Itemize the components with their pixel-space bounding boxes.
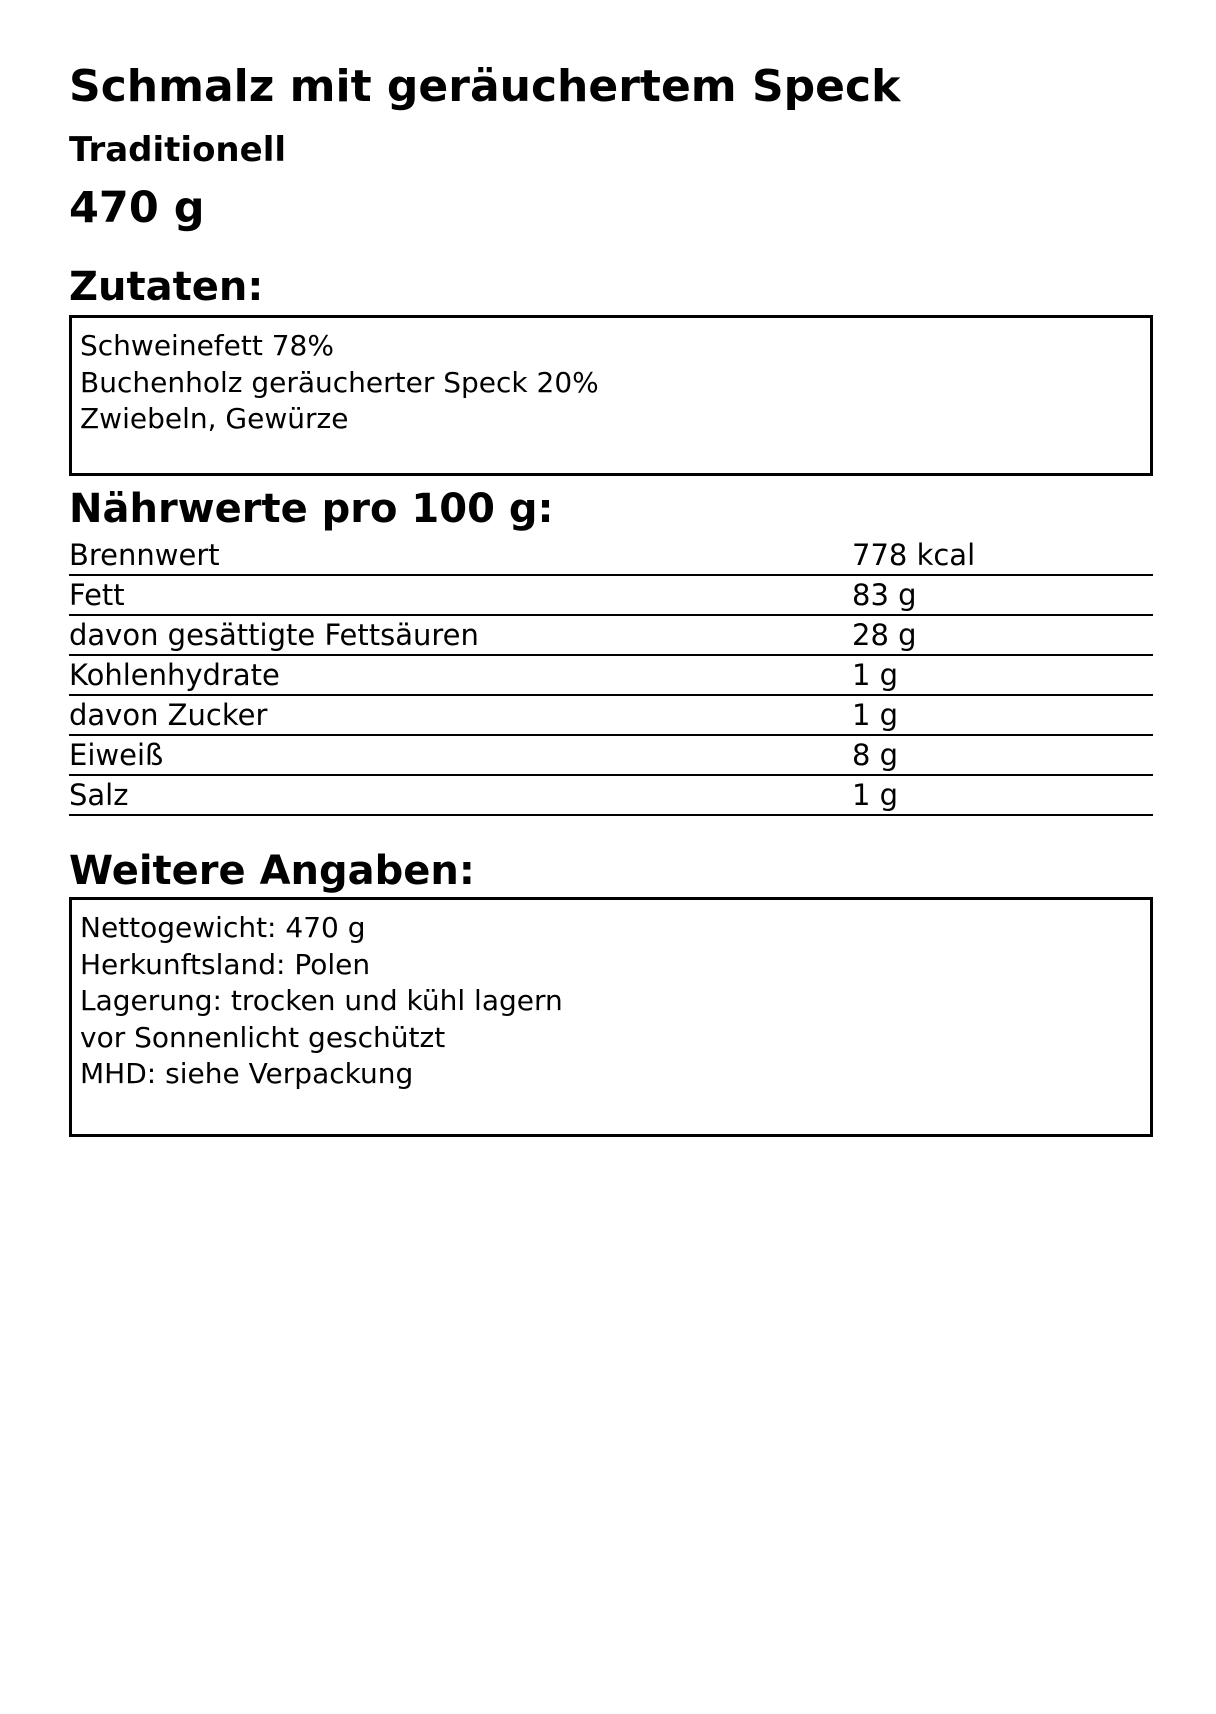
nutrition-row <box>69 776 1153 816</box>
ingredient-line: Schweinefett 78% <box>80 329 334 362</box>
nutrient-name: Kohlenhydrate <box>69 658 280 692</box>
info-line: Nettogewicht: 470 g <box>80 911 366 944</box>
ingredients-box <box>69 315 1153 476</box>
product-title: Schmalz mit geräuchertem Speck <box>69 61 901 112</box>
ingredients-heading: Zutaten: <box>69 264 264 310</box>
nutrient-value: 1 g <box>852 658 899 692</box>
ingredient-line: Zwiebeln, Gewürze <box>80 402 349 435</box>
nutrition-row <box>69 536 1153 576</box>
nutrition-heading: Nährwerte pro 100 g: <box>69 486 554 532</box>
nutrient-value: 8 g <box>852 738 899 772</box>
nutrient-name: davon gesättigte Fettsäuren <box>69 618 479 652</box>
nutrient-value: 1 g <box>852 698 899 732</box>
nutrient-value: 778 kcal <box>852 538 976 572</box>
nutrient-name: Eiweiß <box>69 738 164 772</box>
nutrient-name: Brennwert <box>69 538 220 572</box>
nutrient-name: Fett <box>69 578 125 612</box>
info-line: MHD: siehe Verpackung <box>80 1057 414 1090</box>
product-subtitle: Traditionell <box>69 130 286 170</box>
nutrient-name: davon Zucker <box>69 698 268 732</box>
further-info-heading: Weitere Angaben: <box>69 848 475 894</box>
nutrient-value: 83 g <box>852 578 917 612</box>
info-line: vor Sonnenlicht geschützt <box>80 1020 446 1054</box>
info-line: Herkunftsland: Polen <box>80 947 371 981</box>
info-line: Lagerung: trocken und kühl lagern <box>80 984 563 1017</box>
ingredient-line: Buchenholz geräucherter Speck 20% <box>80 365 599 399</box>
nutrient-value: 28 g <box>852 618 917 652</box>
nutrient-value: 1 g <box>852 778 899 812</box>
product-weight: 470 g <box>69 183 205 233</box>
nutrition-row <box>69 576 1153 616</box>
nutrition-row <box>69 616 1153 656</box>
nutrition-row <box>69 656 1153 696</box>
nutrient-name: Salz <box>69 778 129 812</box>
nutrition-table <box>69 536 1153 816</box>
nutrition-row <box>69 696 1153 736</box>
further-info-box <box>69 897 1153 1137</box>
nutrition-row <box>69 736 1153 776</box>
